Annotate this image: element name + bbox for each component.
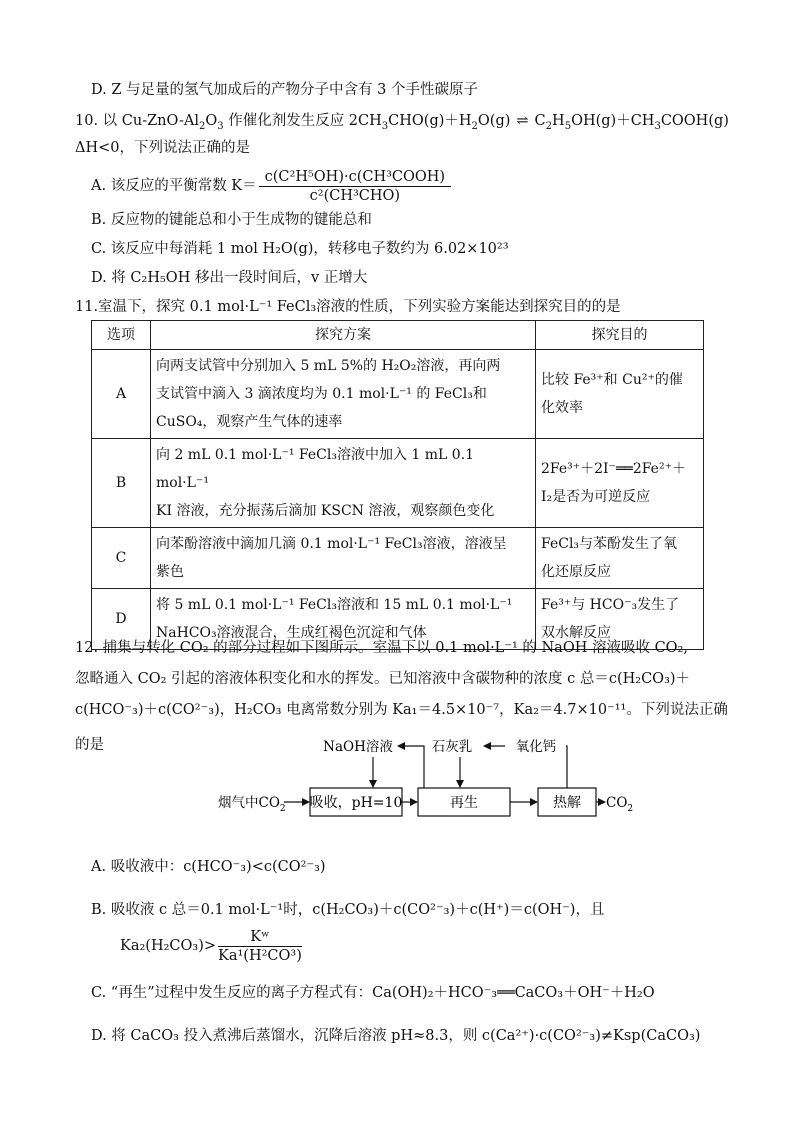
table-header-row bbox=[92, 321, 704, 350]
header-option: 选项 bbox=[92, 321, 151, 350]
absorb-label: 吸收，pH=10 bbox=[309, 795, 403, 811]
row-option: D bbox=[92, 589, 151, 650]
lime-milk-label: 石灰乳 bbox=[431, 739, 473, 755]
row-goal: 2Fe³⁺＋2I⁻══2Fe²⁺＋ I₂是否为可逆反应 bbox=[536, 439, 704, 528]
q11-table bbox=[91, 320, 704, 650]
row-goal: Fe³⁺与 HCO⁻₃发生了 双水解反应 bbox=[536, 589, 704, 650]
q10-option-d: D. 将 C₂H₅OH 移出一段时间后，v 正增大 bbox=[91, 270, 368, 286]
q12-option-c: C. “再生”过程中发生反应的离子方程式有：Ca(OH)₂＋HCO⁻₃══CaCO₃＋OH⁻＋H₂O bbox=[91, 985, 655, 1001]
q12-stem-line2: 忽略通入 CO₂ 引起的溶液体积变化和水的挥发。已知溶液中含碳物种的浓度 c 总＝c(H₂CO₃)＋ bbox=[75, 671, 691, 687]
q11-stem: 11.室温下，探究 0.1 mol·L⁻¹ FeCl₃溶液的性质，下列实验方案能达到探究目的的是 bbox=[75, 299, 621, 315]
equilibrium-arrow-icon: ⇌ bbox=[516, 113, 529, 129]
co2-out-label: $CO_2$ bbox=[606, 795, 634, 814]
q10-stem-line2: ΔH<0，下列说法正确的是 bbox=[75, 140, 250, 156]
table-row bbox=[92, 528, 704, 589]
row-plan: 将 5 mL 0.1 mol·L⁻¹ FeCl₃溶液和 15 mL 0.1 mol·L⁻¹ NaHCO₃溶液混合，生成红褐色沉淀和气体 bbox=[151, 589, 536, 650]
q12-option-d: D. 将 CaCO₃ 投入煮沸后蒸馏水，沉降后溶液 pH≈8.3，则 c(Ca²⁺)·c(CO²⁻₃)≠Ksp(CaCO₃) bbox=[91, 1028, 701, 1044]
q10-option-b: B. 反应物的键能总和小于生成物的键能总和 bbox=[91, 212, 372, 228]
row-plan: 向 2 mL 0.1 mol·L⁻¹ FeCl₃溶液中加入 1 mL 0.1 mol·L⁻¹ KI 溶液，充分振荡后滴加 KSCN 溶液，观察颜色变化 bbox=[151, 439, 536, 528]
q10-stem-line1: 10. 以 $Cu-ZnO-Al_2O_3$ 作催化剂发生反应 $2CH_3CHO(g)+H_2O(g)$ ⇌ $C_2H_5OH(g)+CH_3COOH(g)$ bbox=[75, 113, 729, 132]
row-plan: 向两支试管中分别加入 5 mL 5%的 H₂O₂溶液，再向两 支试管中滴入 3 滴浓度均为 0.1 mol·L⁻¹ 的 FeCl₃和 CuSO₄，观察产生气体的速率 bbox=[151, 350, 536, 439]
table-row bbox=[92, 350, 704, 439]
row-option: B bbox=[92, 439, 151, 528]
regen-label: 再生 bbox=[450, 795, 478, 811]
pyrolysis-label: 热解 bbox=[553, 795, 581, 811]
q12-option-a: A. 吸收液中：c(HCO⁻₃)<c(CO²⁻₃) bbox=[91, 859, 326, 875]
row-goal: 比较 Fe³⁺和 Cu²⁺的催 化效率 bbox=[536, 350, 704, 439]
arrow-pyro-to-cao bbox=[566, 746, 567, 788]
arrow-regen-to-naoh bbox=[398, 746, 424, 788]
q12-option-b: B. 吸收液 c 总＝0.1 mol·L⁻¹时，c(H₂CO₃)＋c(CO²⁻₃)＋c(H⁺)＝c(OH⁻)，且 bbox=[91, 902, 605, 918]
q10-option-a: A. 该反应的平衡常数 K＝ $\frac{\text{c(C²H⁵OH)·c(CH³COOH)}}{\text{c²(CH³CHO)}}$ bbox=[91, 166, 451, 206]
header-goal: 探究目的 bbox=[536, 321, 704, 350]
row-plan: 向苯酚溶液中滴加几滴 0.1 mol·L⁻¹ FeCl₃溶液，溶液呈 紫色 bbox=[151, 528, 536, 589]
co2-capture-flow-diagram bbox=[210, 732, 650, 824]
kw-over-ka1-fraction: $\frac{\text{Kʷ}}{\text{Ka¹(H²CO³)}}$ bbox=[218, 928, 302, 964]
row-option: C bbox=[92, 528, 151, 589]
naoh-label: NaOH溶液 bbox=[323, 739, 393, 755]
flue-gas-label: 烟气中$CO_2$ bbox=[218, 795, 286, 814]
q12-stem-line3: c(HCO⁻₃)＋c(CO²⁻₃)，H₂CO₃ 电离常数分别为 Ka₁＝4.5×10⁻⁷，Ka₂＝4.7×10⁻¹¹。下列说法正确 bbox=[75, 702, 728, 718]
header-plan: 探究方案 bbox=[151, 321, 536, 350]
q12-option-b-inequality: Ka₂(H₂CO₃)> $\frac{\text{Kʷ}}{\text{Ka¹(H²CO³)}}$ bbox=[120, 928, 302, 964]
row-option: A bbox=[92, 350, 151, 439]
q12-stem-line4: 的是 bbox=[75, 737, 104, 753]
table-row bbox=[92, 439, 704, 528]
q9-option-d: D. Z 与足量的氢气加成后的产物分子中含有 3 个手性碳原子 bbox=[91, 82, 478, 98]
cao-label: 氧化钙 bbox=[515, 739, 557, 755]
row-goal: FeCl₃与苯酚发生了氧 化还原反应 bbox=[536, 528, 704, 589]
q10-option-c: C. 该反应中每消耗 1 mol H₂O(g)，转移电子数约为 6.02×10²³ bbox=[91, 241, 509, 257]
q12-stem-line1: 12. 捕集与转化 CO₂ 的部分过程如下图所示。室温下以 0.1 mol·L⁻¹ 的 NaOH 溶液吸收 CO₂, bbox=[75, 640, 688, 656]
equilibrium-constant-fraction: $\frac{\text{c(C²H⁵OH)·c(CH³COOH)}}{\text{c²(CH³CHO)}}$ bbox=[259, 168, 451, 205]
